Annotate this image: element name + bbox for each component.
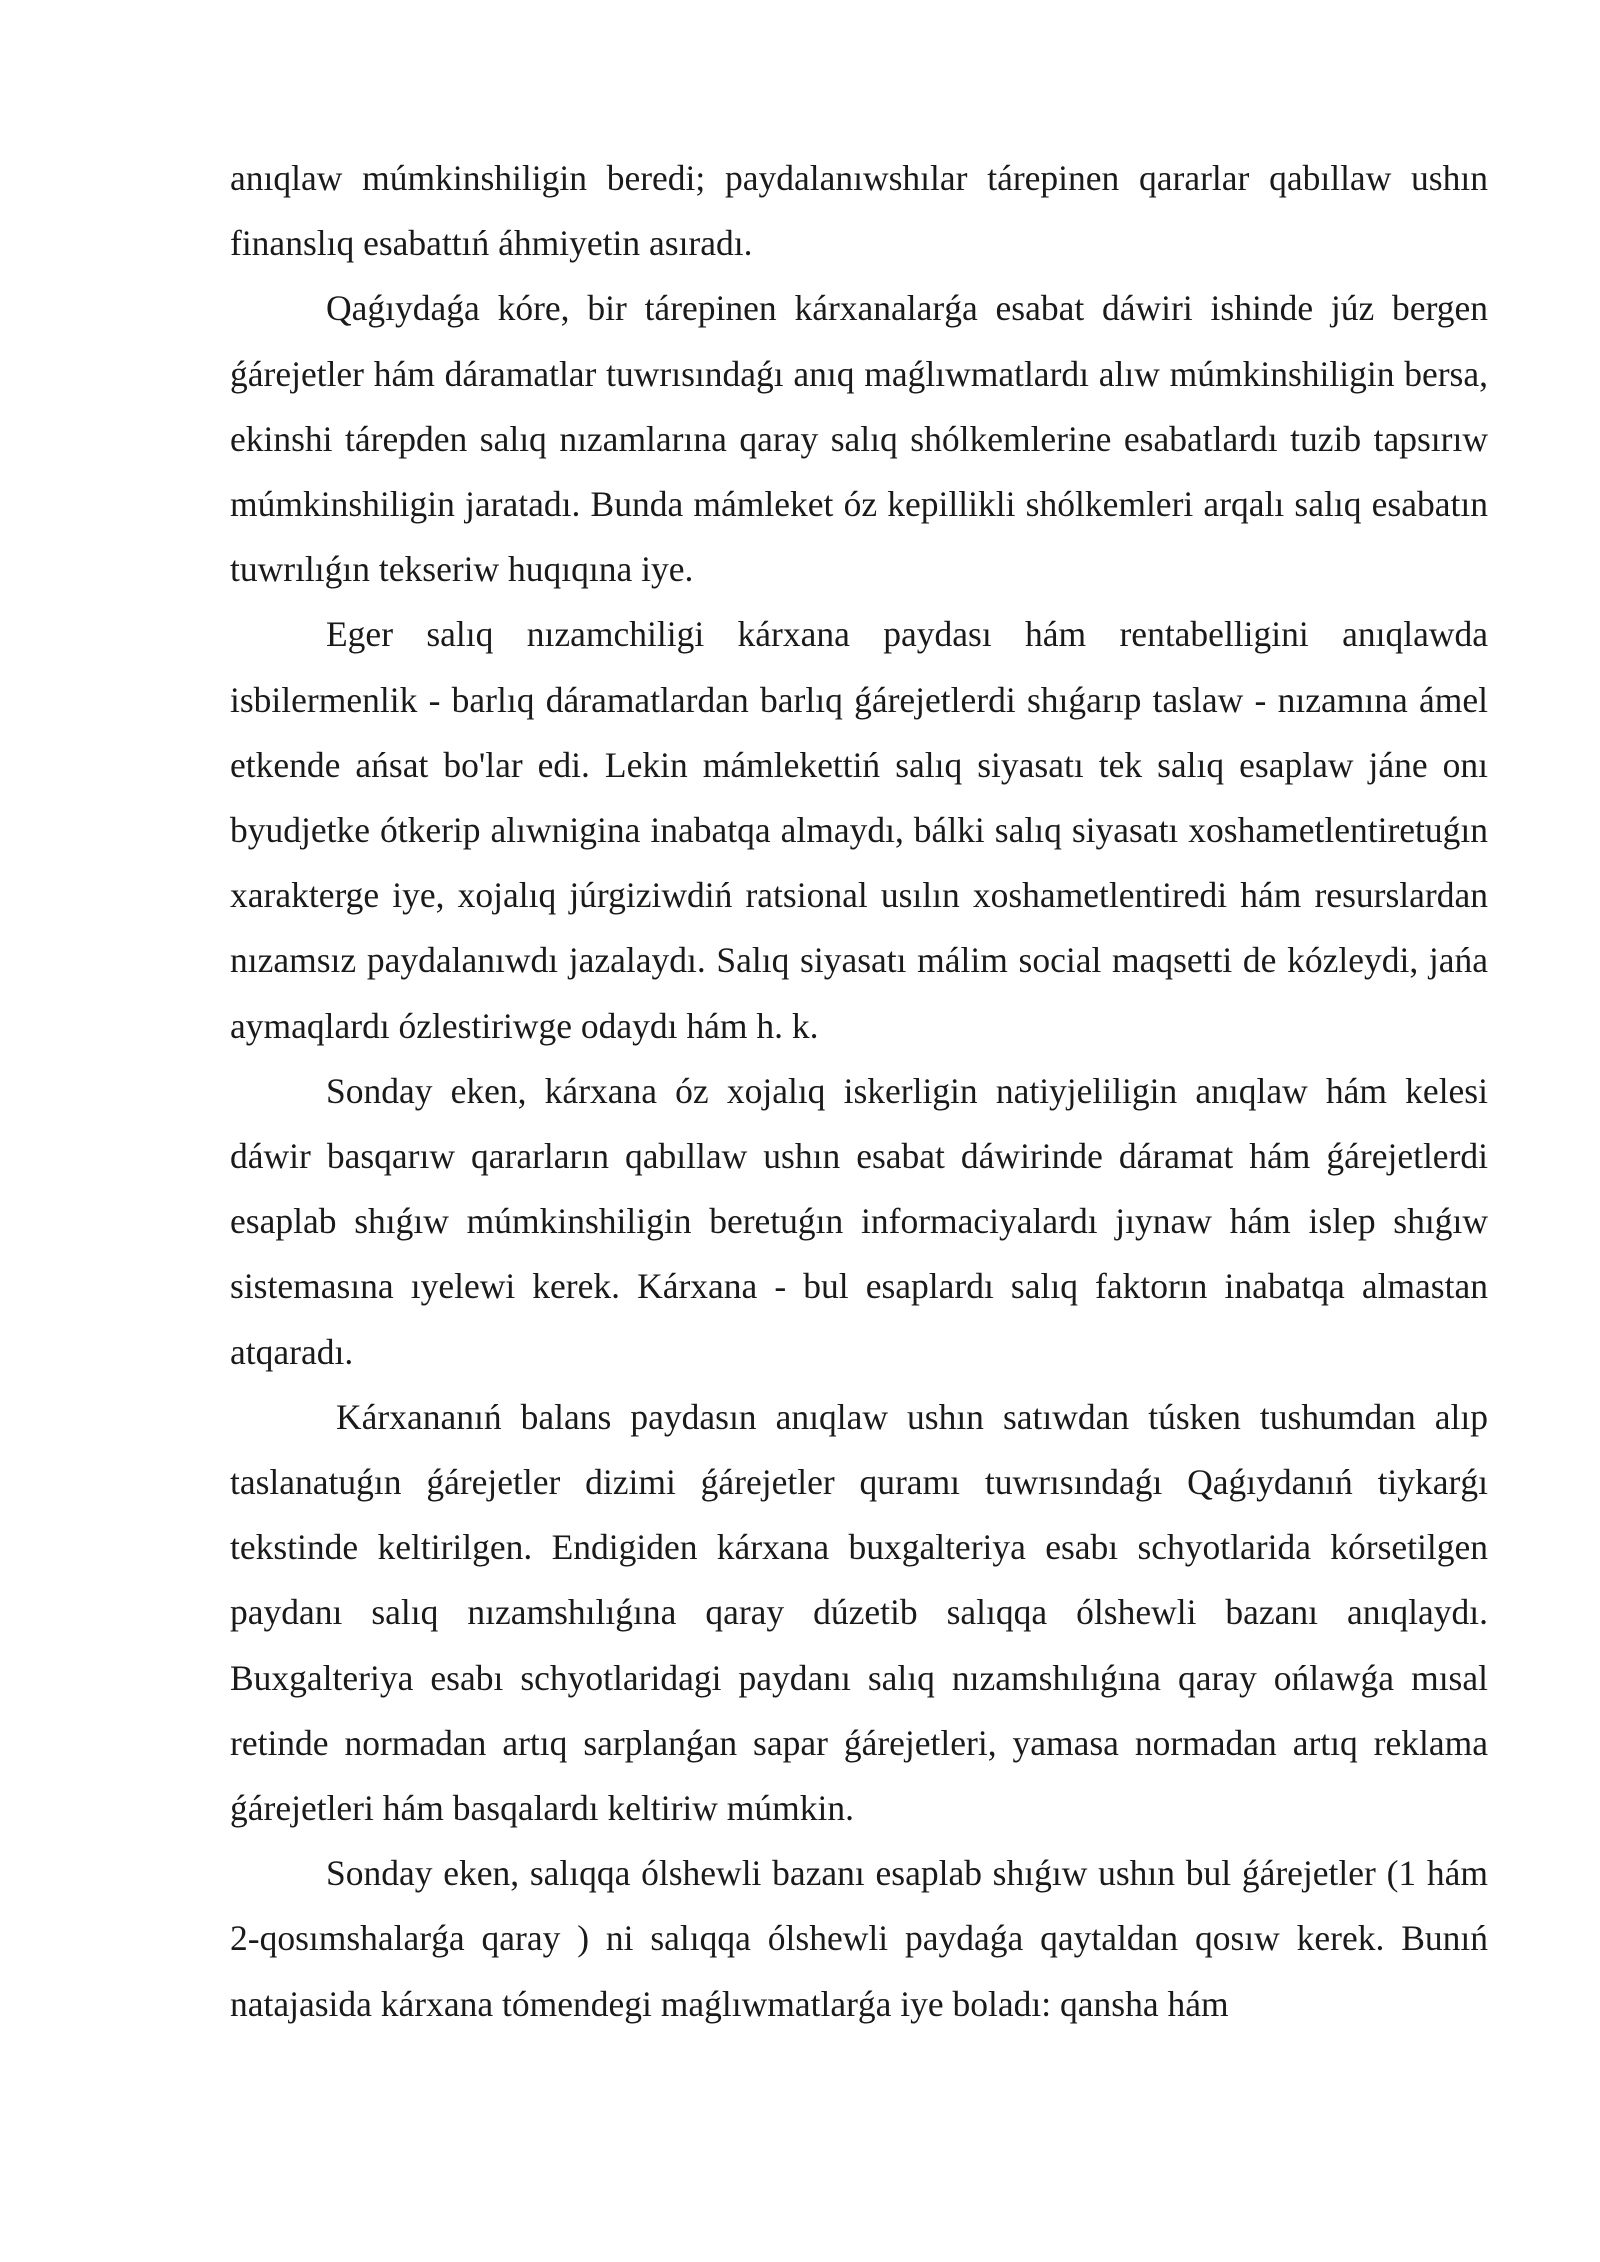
paragraph-balance-profit: Kárxananıń balans paydasın anıqlaw ushın satıwdan túsken tushumdan alıp taslanatuǵın ǵárejetler dizimi ǵárejetler quramı tuwrısındaǵı Qaǵıydanıń tiykarǵı tekstinde keltirilgen. Endigiden kárxana buxgalteriya esabı schyotlarida kórsetilgen paydanı salıq nızamshılıǵına qaray dúzetib salıqqa ólshewli bazanı anıqlaydı. Buxgalteriya esabı schyotlaridagi paydanı salıq nızamshılıǵına qaray ońlawǵa mısal retinde normadan artıq sarplanǵan sapar ǵárejetleri, yamasa normadan artıq reklama ǵárejetleri hám basqalardı keltiriw múmkin. bbox=[230, 1396, 1488, 1829]
paragraph-taxable-base: Sonday eken, salıqqa ólshewli bazanı esaplab shıǵıw ushın bul ǵárejetler (1 hám 2-qosımshalarǵa qaray ) ni salıqqa ólshewli paydaǵa qaytaldan qosıw kerek. Bunıń natajasida kárxana tómendegi maǵlıwmatlarǵa iye boladı: qansha hám bbox=[230, 1853, 1488, 2024]
paragraph-enterprise: Sonday eken, kárxana óz xojalıq iskerligin natiyjeliligin anıqlaw hám kelesi dáwir basqarıw qararların qabıllaw ushın esabat dáwirinde dáramat hám ǵárejetlerdi esaplab shıǵıw múmkinshiligin beretuǵın informaciyalardı jıynaw hám islep shıǵıw sistemasına ıyelewi kerek. Kárxana - bul esaplardı salıq faktorın inabatqa almastan atqaradı. bbox=[230, 1070, 1488, 1372]
paragraph-rules: Qaǵıydaǵa kóre, bir tárepinen kárxanalarǵa esabat dáwiri ishinde júz bergen ǵárejetler hám dáramatlar tuwrısındaǵı anıq maǵlıwmatlardı alıw múmkinshiligin bersa, ekinshi tárepden salıq nızamlarına qaray salıq shólkemlerine esabatlardı tuzib tapsırıw múmkinshiligin jaratadı. Bunda mámleket óz kepillikli shólkemleri arqalı salıq esabatın tuwrılıǵın tekseriw huqıqına iye. bbox=[230, 288, 1488, 590]
paragraph-tax-law: Eger salıq nızamchiligi kárxana paydası hám rentabelligini anıqlawda isbilermenlik - barlıq dáramatlardan barlıq ǵárejetlerdi shıǵarıp taslaw - nızamına ámel etkende ańsat bo'lar edi. Lekin mámlekettiń salıq siyasatı tek salıq esaplaw jáne onı byudjetke ótkerip alıwnigina inabatqa almaydı, bálki salıq siyasatı xoshametlentiretuǵın xarakterge iye, xojalıq júrgiziwdiń ratsional usılın xoshametlentiredi hám resurslardan nızamsız paydalanıwdı jazalaydı. Salıq siyasatı málim social maqsetti de kózleydi, jańa aymaqlardı ózlestiriwge odaydı hám h. k. bbox=[230, 614, 1488, 1046]
document-body bbox=[230, 146, 1488, 2037]
paragraph-continuation: anıqlaw múmkinshiligin beredi; paydalanıwshılar tárepinen qararlar qabıllaw ushın finanslıq esabattıń áhmiyetin asıradı. bbox=[230, 158, 1488, 264]
